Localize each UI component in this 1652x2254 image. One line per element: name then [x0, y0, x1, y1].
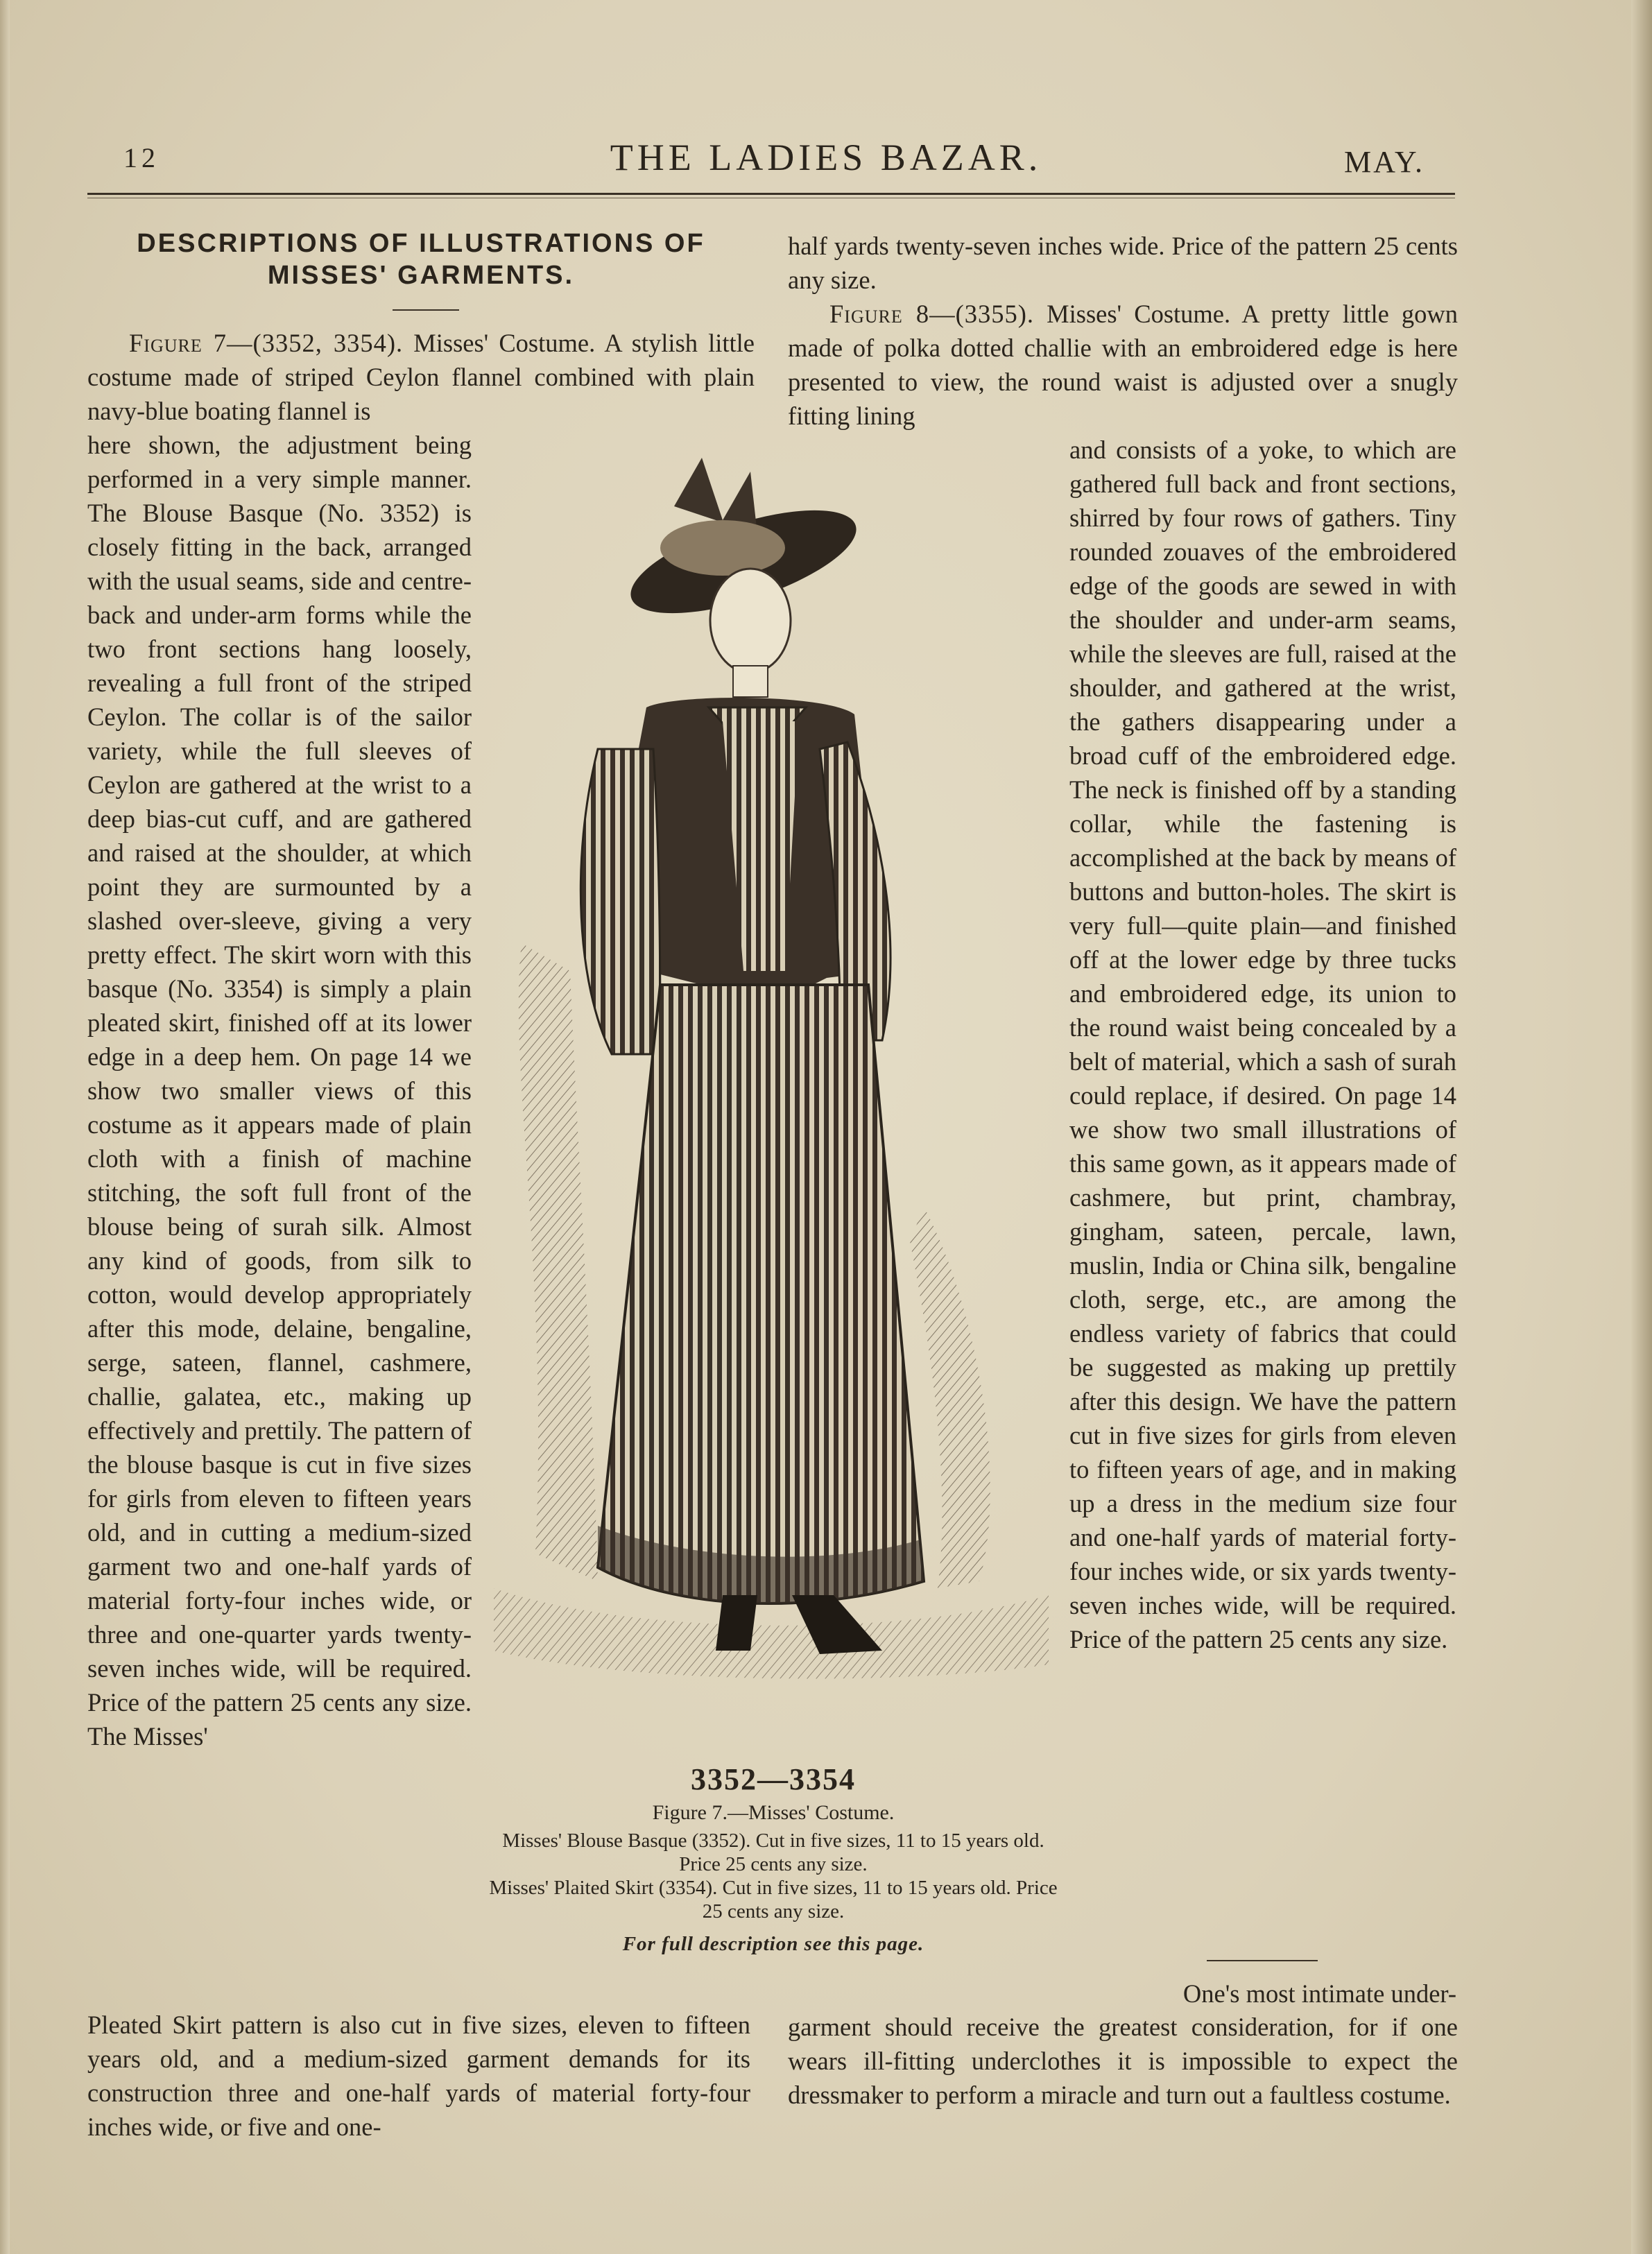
figure8-intro-text: Misses' Costume. A pretty little gown made of polka dotted challie with an embroidered edge is here presented to view, the round waist is adjusted over a snugly fitting lining — [788, 300, 1459, 430]
header-rule — [87, 193, 1455, 195]
figure7-label: Figure 7—(3352, 3354). — [129, 329, 404, 357]
costume-illustration — [494, 444, 1049, 1762]
left-column-top — [87, 326, 755, 428]
pattern-price-continuation: half yards twenty-seven inches wide. Price of the pattern 25 cents any size. — [788, 232, 1458, 294]
skirt-pattern-text: Pleated Skirt pattern is also cut in five sizes, eleven to fifteen years old, and a medium-sized garment demands for its construction three and one-half yards of material forty-four inches wide, or five and one- — [87, 2011, 750, 2141]
figure7-intro — [87, 326, 755, 428]
caption-item-basque: Misses' Blouse Basque (3352). Cut in five sizes, 11 to 15 years old. Price 25 cents any size. — [502, 1830, 1044, 1875]
figure7-description: here shown, the adjustment being performed in a very simple manner. The Blouse Basque (No. 3352) is closely fitting in the back, arranged with the usual seams, side and centre-back and under-arm forms while the two front sections hang loosely, revealing a full front of the striped Ceylon. The collar is of the sailor variety, while the full sleeves of Ceylon are gathered at the wrist to a deep bias-cut cuff, and are gathered and raised at the shoulder, at which point they are surmounted by a slashed over-sleeve, giving a very pretty effect. The skirt worn with this basque (No. 3354) is simply a plain pleated skirt, finished off at its lower edge in a deep hem. On page 14 we show two smaller views of this costume as it appears made of plain cloth with a finish of machine stitching, the soft full front of the blouse being of surah silk. Almost any kind of goods, from silk to cotton, would develop appropriately after this mode, delaine, bengaline, serge, sateen, flannel, cashmere, challie, galatea, etc., making up effectively and prettily. The pattern of the blouse basque is cut in five sizes for girls from eleven to fifteen years old, and in cutting a medium-sized garment two and one-half yards of material forty-four inches wide, or three and one-quarter yards twenty-seven inches wide, will be required. Price of the pattern 25 cents any size. The Misses' — [87, 431, 472, 1750]
figure8-description: and consists of a yoke, to which are gathered full back and front sections, shirred by four rows of gathers. Tiny rounded zouaves of the embroidered edge of the goods are sewed in with the shoulder and under-arm seams, while the sleeves are full, raised at the shoulder, and gathered at the wrist, the gathers disappearing under a broad cuff of the embroidered edge. The neck is finished off by a standing collar, while the fastening is accomplished at the back by means of buttons and button-holes. The skirt is very full—quite plain—and finished off at the lower edge by three tucks and embroidered edge, its union to the round waist being concealed by a belt of material, which a sash of surah could replace, if desired. On page 14 we show two small illustrations of this same gown, as it appears made of cashmere, but print, chambray, gingham, sateen, percale, lawn, muslin, India or China silk, bengaline cloth, serge, etc., are among the endless variety of fabrics that could be suggested as making up prettily after this design. We have the pattern cut in five sizes for girls from eleven to fifteen years of age, and in making up a dress in the medium size four and one-half yards of material forty-four inches wide, or six yards twenty-seven inches wide, will be required. Price of the pattern 25 cents any size. — [1069, 436, 1456, 1653]
pleated-skirt — [598, 985, 924, 1603]
issue-month: MAY. — [1344, 145, 1425, 179]
closing-paragraph: garment should receive the greatest consideration, for if one wears ill-fitting underclothes it is impossible to expect the dressmaker to perform a miracle and turn out a faultless costume. — [788, 2013, 1458, 2109]
figure-title: Figure 7.—Misses' Costume. — [652, 1801, 895, 1824]
page-right-edge — [1631, 0, 1652, 2254]
caption-item-skirt: Misses' Plaited Skirt (3354). Cut in five sizes, 11 to 15 years old. Price 25 cents any size. — [489, 1877, 1058, 1922]
right-column-narrow — [1069, 433, 1456, 1656]
neck — [733, 666, 768, 697]
scenery-right — [910, 1207, 990, 1588]
closing-first-line — [1069, 1977, 1456, 2011]
left-column-bottom — [87, 2008, 750, 2144]
hat-flowers — [660, 520, 785, 576]
left-shoe — [716, 1595, 757, 1651]
scenery-left — [519, 943, 598, 1581]
figure-caption — [485, 1762, 1061, 1956]
figure8-label: Figure 8—(3355). — [829, 300, 1035, 328]
closing-first-text: One's most intimate under- — [1182, 1979, 1456, 2008]
section-heading: DESCRIPTIONS OF ILLUSTRATIONS OF MISSES' GARMENTS. — [137, 229, 705, 290]
left-sleeve — [580, 749, 660, 1054]
figure8-intro — [788, 297, 1458, 433]
right-column-bottom — [788, 2010, 1458, 2112]
left-column-narrow — [87, 428, 472, 1753]
closing-divider — [1207, 1960, 1318, 1961]
right-column-top — [788, 229, 1458, 433]
magazine-title: THE LADIES BAZAR. — [610, 137, 1042, 178]
heading-divider — [393, 309, 459, 311]
face — [710, 569, 791, 673]
pattern-number: 3352—3354 — [691, 1762, 856, 1796]
figure7-intro-text: Misses' Costume. A stylish little costume made of striped Ceylon flannel combined with plain navy-blue boating flannel is — [87, 329, 755, 425]
page-left-edge — [0, 0, 10, 2254]
page-number: 12 — [123, 142, 160, 173]
caption-note: For full description see this page. — [622, 1933, 924, 1955]
